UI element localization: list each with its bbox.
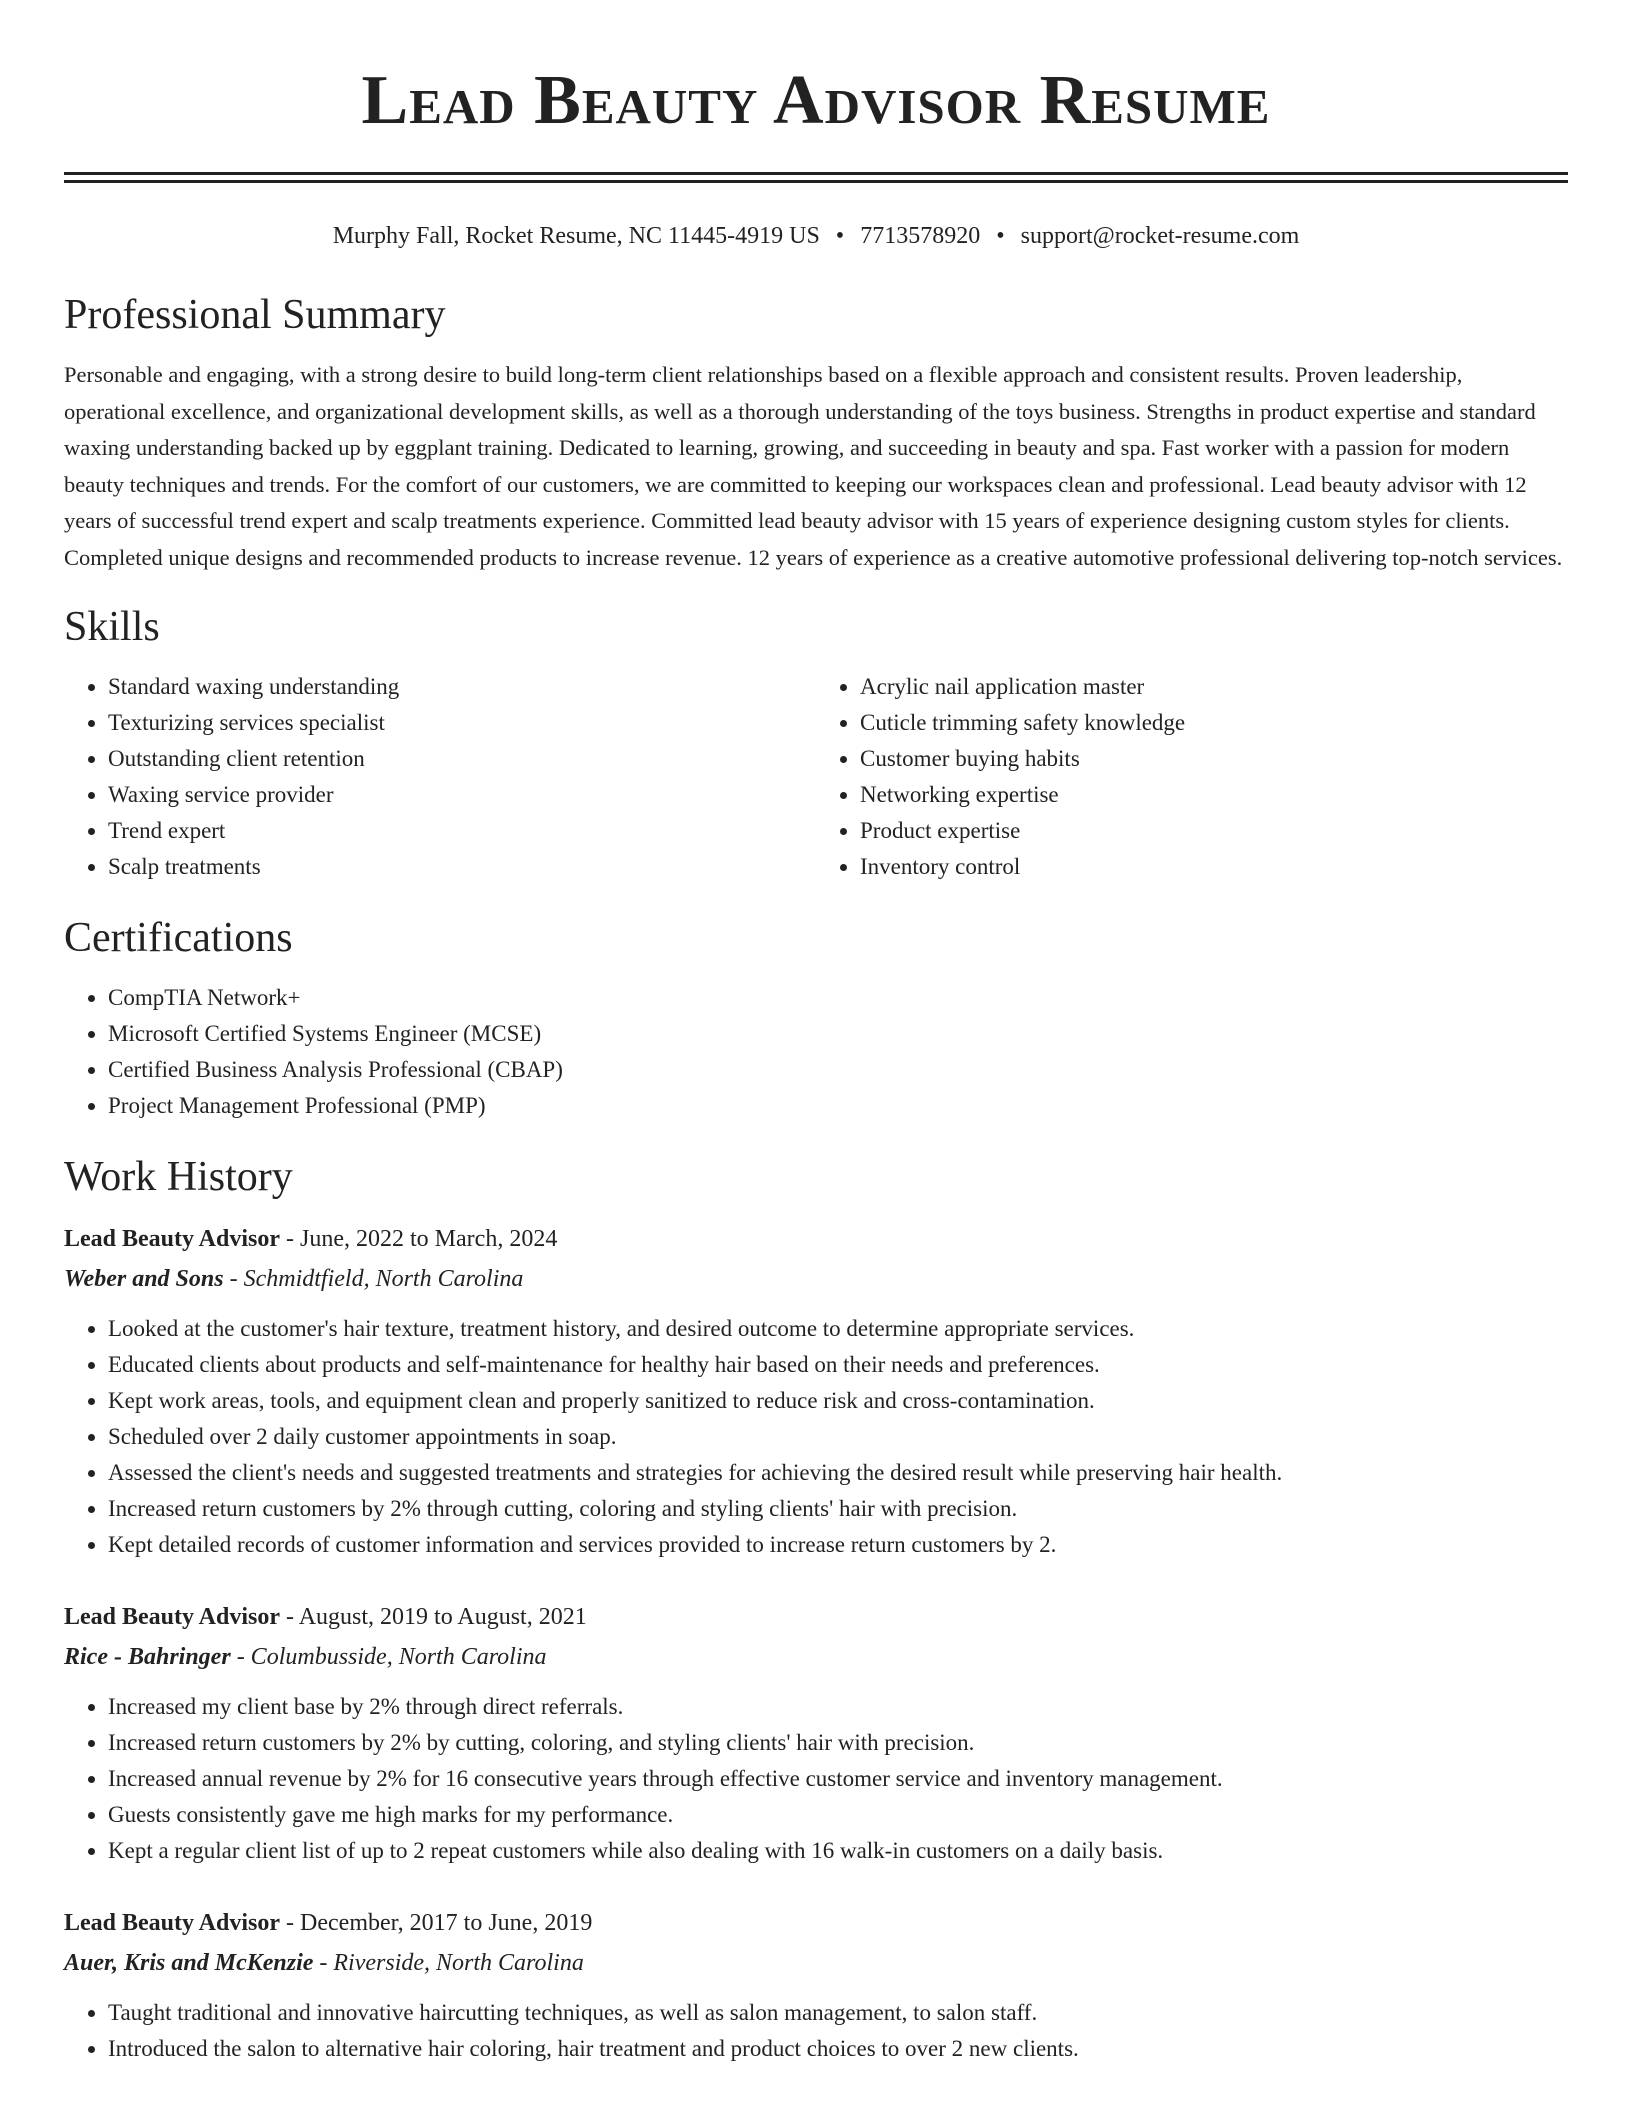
job-company: Auer, Kris and McKenzie [64, 1950, 314, 1976]
job-duty-item: • Introduced the salon to alternative hair coloring, hair treatment and product choices to over 2 new clients. [108, 2031, 1568, 2067]
contact-email[interactable]: support@rocket-resume.com [1020, 223, 1300, 249]
skills-columns [64, 669, 1568, 885]
certification-item: • CompTIA Network+ [108, 980, 1568, 1016]
skills-list-right [816, 669, 1568, 885]
job-dates: - August, 2019 to August, 2021 [280, 1604, 587, 1630]
skill-item: • Acrylic nail application master [860, 669, 1568, 705]
job-location: - Columbusside, North Carolina [230, 1644, 547, 1670]
title-divider [64, 172, 1568, 183]
job-title-line [64, 1597, 1568, 1637]
job-location: - Riverside, North Carolina [313, 1950, 584, 1976]
job-company-line [64, 1259, 1568, 1299]
job-title-line [64, 1219, 1568, 1259]
job-duty-item: • Guests consistently gave me high marks for my performance. [108, 1797, 1568, 1833]
skill-item: • Cuticle trimming safety knowledge [860, 705, 1568, 741]
skill-item: • Outstanding client retention [108, 741, 816, 777]
job-duty-item: • Increased return customers by 2% by cutting, coloring, and styling clients' hair with precision. [108, 1725, 1568, 1761]
certification-item: • Project Management Professional (PMP) [108, 1088, 1568, 1124]
job-title: Lead Beauty Advisor [64, 1226, 281, 1252]
job-duties-list [64, 1311, 1568, 1563]
job-duties-list [64, 1689, 1568, 1869]
job-company-line [64, 1943, 1568, 1983]
work-history-heading: Work History [64, 1154, 293, 1200]
page-title: Lead Beauty Advisor Resume [361, 62, 1271, 139]
skill-item: • Customer buying habits [860, 741, 1568, 777]
job-duty-item: • Scheduled over 2 daily customer appointments in soap. [108, 1419, 1568, 1455]
skill-item: • Networking expertise [860, 777, 1568, 813]
job-dates: - December, 2017 to June, 2019 [280, 1910, 593, 1936]
skill-item: • Inventory control [860, 849, 1568, 885]
job-title: Lead Beauty Advisor [64, 1604, 281, 1630]
contact-phone: 7713578920 [860, 223, 981, 249]
skill-item: • Texturizing services specialist [108, 705, 816, 741]
job-title-line [64, 1903, 1568, 1943]
skills-heading: Skills [64, 604, 160, 650]
certification-item: • Microsoft Certified Systems Engineer (MCSE) [108, 1016, 1568, 1052]
contact-separator: • [996, 223, 1005, 249]
work-history-list [64, 1219, 1568, 2067]
job-duties-list [64, 1995, 1568, 2067]
certifications-heading: Certifications [64, 915, 293, 961]
contact-address: Murphy Fall, Rocket Resume, NC 11445-4919 US [332, 223, 820, 249]
job-duty-item: • Looked at the customer's hair texture, treatment history, and desired outcome to determine appropriate services. [108, 1311, 1568, 1347]
certification-item: • Certified Business Analysis Professional (CBAP) [108, 1052, 1568, 1088]
job-duty-item: • Kept work areas, tools, and equipment clean and properly sanitized to reduce risk and cross-contamination. [108, 1383, 1568, 1419]
job-location: - Schmidtfield, North Carolina [223, 1266, 524, 1292]
job-duty-item: • Increased annual revenue by 2% for 16 consecutive years through effective customer service and inventory management. [108, 1761, 1568, 1797]
contact-separator: • [835, 223, 845, 249]
summary-heading: Professional Summary [64, 292, 446, 338]
job-entry [64, 1219, 1568, 1563]
skill-item: • Standard waxing understanding [108, 669, 816, 705]
job-company-line [64, 1637, 1568, 1677]
job-duty-item: • Educated clients about products and self-maintenance for healthy hair based on their needs and preferences. [108, 1347, 1568, 1383]
skill-item: • Scalp treatments [108, 849, 816, 885]
certifications-list [64, 980, 1568, 1124]
job-dates: - June, 2022 to March, 2024 [280, 1226, 558, 1252]
contact-line [64, 221, 1568, 251]
job-entry [64, 1903, 1568, 2067]
summary-text: Personable and engaging, with a strong desire to build long-term client relationships based on a flexible approach and consistent results. Proven leadership, operational excellence, and organizational development skills, as well as a thorough understanding of the toys business. Strengths in product expertise and standard waxing understanding backed up by eggplant training. Dedicated to learning, growing, and succeeding in beauty and spa. Fast worker with a passion for modern beauty techniques and trends. For the comfort of our customers, we are committed to keeping our workspaces clean and professional. Lead beauty advisor with 12 years of successful trend expert and scalp treatments experience. Committed lead beauty advisor with 15 years of experience designing custom styles for clients. Completed unique designs and recommended products to increase revenue. 12 years of experience as a creative automotive professional delivering top-notch services. [64, 362, 1563, 570]
job-duty-item: • Increased return customers by 2% through cutting, coloring and styling clients' hair with precision. [108, 1491, 1568, 1527]
skill-item: • Trend expert [108, 813, 816, 849]
job-duty-item: • Kept detailed records of customer information and services provided to increase return customers by 2. [108, 1527, 1568, 1563]
job-entry [64, 1597, 1568, 1869]
job-company: Weber and Sons [64, 1266, 224, 1292]
skill-item: • Waxing service provider [108, 777, 816, 813]
job-duty-item: • Taught traditional and innovative haircutting techniques, as well as salon management, to salon staff. [108, 1995, 1568, 2031]
job-company: Rice - Bahringer [64, 1644, 231, 1670]
skill-item: • Product expertise [860, 813, 1568, 849]
job-duty-item: • Increased my client base by 2% through direct referrals. [108, 1689, 1568, 1725]
job-title: Lead Beauty Advisor [64, 1910, 281, 1936]
job-duty-item: • Kept a regular client list of up to 2 repeat customers while also dealing with 16 walk-in customers on a daily basis. [108, 1833, 1568, 1869]
job-duty-item: • Assessed the client's needs and suggested treatments and strategies for achieving the desired result while preserving hair health. [108, 1455, 1568, 1491]
skills-list-left [64, 669, 816, 885]
